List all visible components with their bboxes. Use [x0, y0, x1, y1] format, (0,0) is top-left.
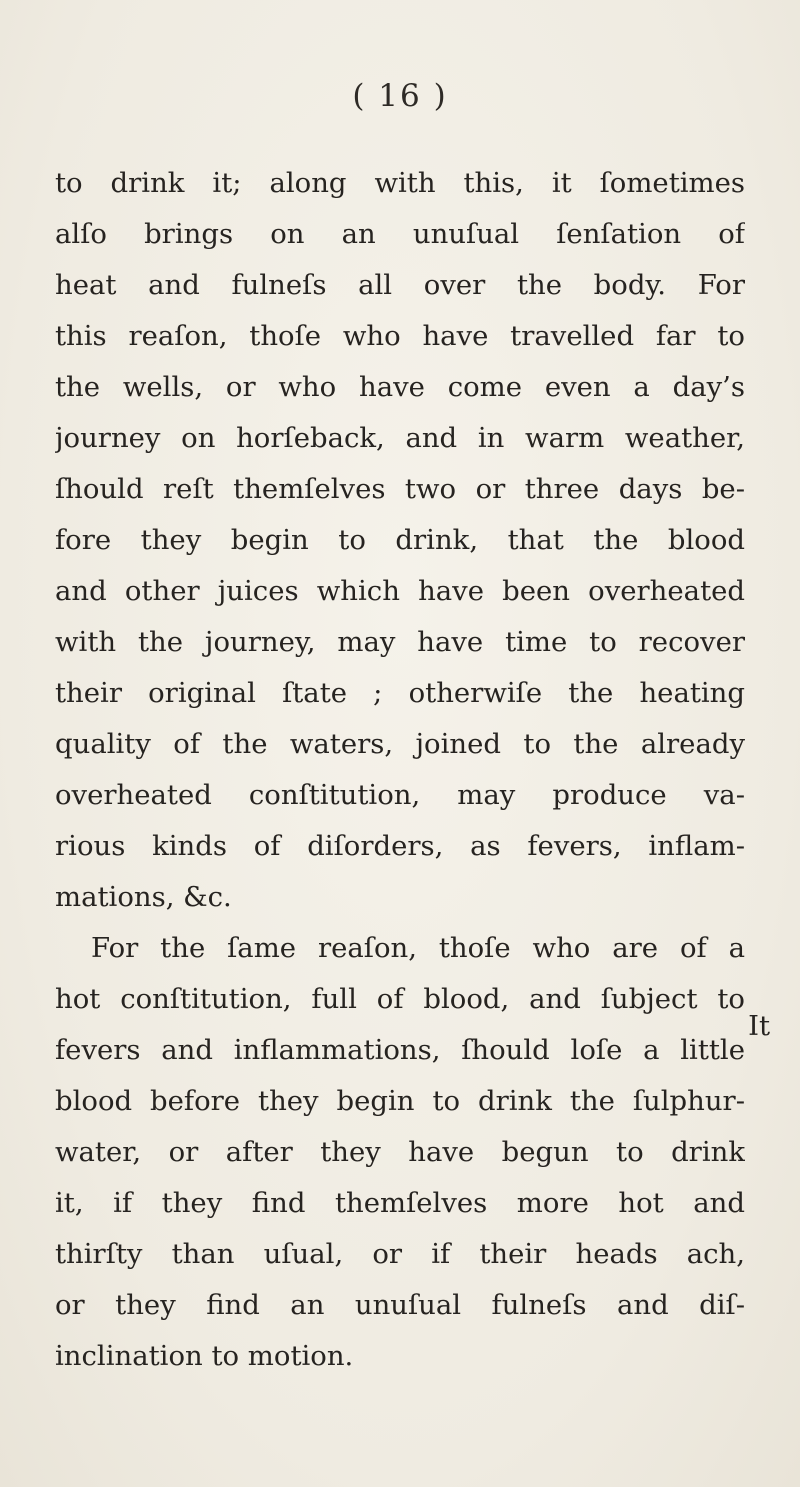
text-line: alſo brings on an unuſual ſenſation of	[55, 218, 745, 250]
paragraph-1	[55, 158, 745, 923]
text-line: it, if they find themſelves more hot and	[55, 1187, 745, 1219]
text-line: blood before they begin to drink the ſulphur-	[55, 1085, 745, 1117]
paragraph-2	[55, 923, 745, 1382]
text-line: quality of the waters, joined to the already	[55, 728, 745, 760]
text-line: fore they begin to drink, that the blood	[55, 524, 745, 556]
text-line: hot conſtitution, full of blood, and ſubject to	[55, 983, 745, 1015]
text-line: thirſty than uſual, or if their heads ach,	[55, 1238, 745, 1270]
text-line: water, or after they have begun to drink	[55, 1136, 745, 1168]
catchword: It	[748, 1010, 770, 1042]
text-line: journey on horſeback, and in warm weather,	[55, 422, 745, 454]
text-line: this reaſon, thoſe who have travelled far to	[55, 320, 745, 352]
text-line: the wells, or who have come even a day’s	[55, 371, 745, 403]
page-number: ( 16 )	[352, 78, 448, 114]
text-line: or they find an unuſual fulneſs and diſ-	[55, 1289, 745, 1321]
text-line: with the journey, may have time to recover	[55, 626, 745, 658]
text-line: overheated conſtitution, may produce va-	[55, 779, 745, 811]
text-line: heat and fulneſs all over the body. For	[55, 269, 745, 301]
text-line: mations, &c.	[55, 881, 232, 913]
text-line: ſhould reſt themſelves two or three days be-	[55, 473, 745, 505]
text-line: inclination to motion.	[55, 1340, 354, 1372]
text-line: their original ſtate ; otherwiſe the heating	[55, 677, 745, 709]
text-line: fevers and inflammations, ſhould loſe a little	[55, 1034, 745, 1066]
text-line: to drink it; along with this, it ſometimes	[55, 167, 745, 199]
text-line: rious kinds of diſorders, as fevers, inflam-	[55, 830, 745, 862]
text-line: For the ſame reaſon, thoſe who are of a	[91, 932, 745, 964]
body-text	[55, 158, 745, 1382]
text-line: and other juices which have been overheated	[55, 575, 745, 607]
